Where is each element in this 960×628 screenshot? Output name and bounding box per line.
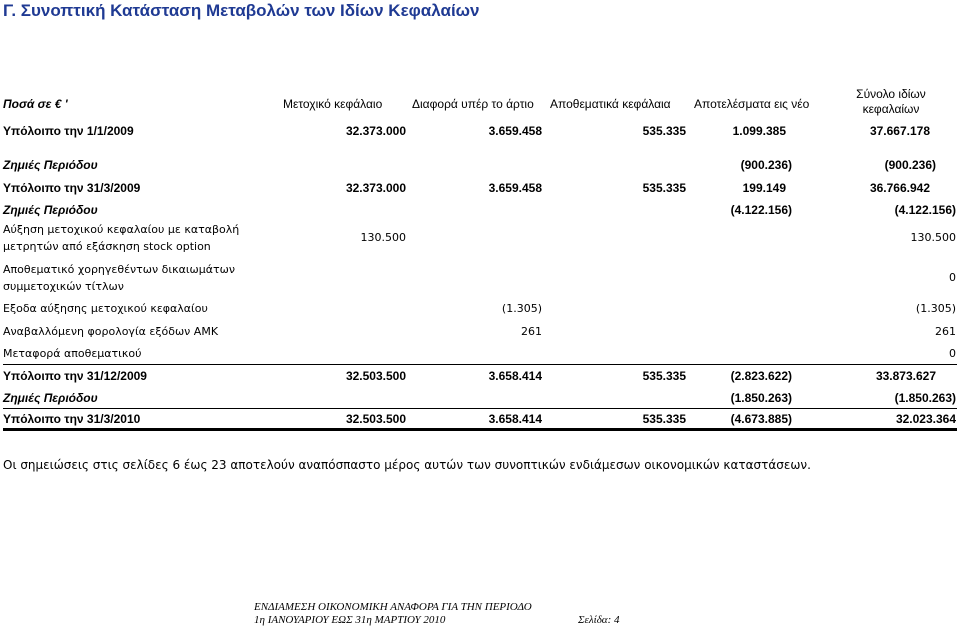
footer-page-number: Σελίδα: 4 [578,614,620,626]
col-total-equity-header-line2: κεφαλαίων [862,102,920,116]
row-label: Μεταφορά αποθεματικού [3,347,142,360]
cell-retained-earnings: (4.122.156) [730,203,792,217]
col-retained-earnings-header: Αποτελέσματα εις νέο [694,97,810,111]
currency-label: Ποσά σε € ' [3,97,68,111]
col-share-capital-header: Μετοχικό κεφάλαιο [283,97,383,111]
cell-reserves: 535.335 [642,181,686,195]
notes-statement: Οι σημειώσεις στις σελίδες 6 έως 23 αποτελούν αναπόσπαστο μέρος αυτών των συνοπτικών ενδιάμεσων οικονομικών καταστάσεων. [3,458,811,472]
cell-retained-earnings: (4.673.885) [730,412,792,426]
cell-reserves: 535.335 [642,412,686,426]
row-label: Αναβαλλόμενη φορολογία εξόδων ΑΜΚ [3,325,219,338]
row-label-line1: Αύξηση μετοχικού κεφαλαίου με καταβολή [3,223,240,236]
cell-retained-earnings: 1.099.385 [732,124,786,138]
cell-share-premium: 3.658.414 [488,412,542,426]
cell-total-equity: (4.122.156) [894,203,956,217]
cell-retained-earnings: 199.149 [742,181,786,195]
cell-total-equity: 130.500 [910,231,956,244]
cell-retained-earnings: (900.236) [740,158,792,172]
row-label: Υπόλοιπο την 31/12/2009 [3,369,147,383]
cell-total-equity: 0 [949,347,956,360]
cell-share-capital: 32.503.500 [345,369,406,383]
cell-total-equity: (900.236) [884,158,936,172]
cell-total-equity: 33.873.627 [875,369,936,383]
row-label: Ζημιές Περιόδου [3,391,98,405]
cell-share-premium: 3.659.458 [488,181,542,195]
cell-total-equity: 261 [935,325,956,338]
cell-share-capital: 32.373.000 [345,181,406,195]
row-label: Υπόλοιπο την 31/3/2009 [3,181,141,195]
page-title: Γ. Συνοπτική Κατάσταση Μεταβολών των Ιδίων Κεφαλαίων [3,1,480,20]
row-label-line2: μετρητών από εξάσκηση stock option [3,240,211,253]
col-share-premium-header: Διαφορά υπέρ το άρτιο [412,97,534,111]
divider-line [3,364,957,365]
cell-share-premium: 3.659.458 [488,124,542,138]
footer-report-title: ΕΝΔΙΑΜΕΣΗ ΟΙΚΟΝΟΜΙΚΗ ΑΝΑΦΟΡΑ ΓΙΑ ΤΗΝ ΠΕΡΙΟΔΟ [254,601,532,613]
row-label: Εξοδα αύξησης μετοχικού κεφαλαίου [3,302,208,315]
cell-share-capital: 32.503.500 [345,412,406,426]
divider-line [3,408,957,409]
cell-share-premium: 3.658.414 [488,369,542,383]
cell-share-premium: 261 [521,325,542,338]
col-reserves-header: Αποθεματικά κεφάλαια [550,97,671,111]
cell-total-equity: (1.850.263) [894,391,956,405]
row-label: Υπόλοιπο την 1/1/2009 [3,124,134,138]
col-total-equity-header-line1: Σύνολο ιδίων [856,87,926,101]
cell-total-equity: 32.023.364 [895,412,956,426]
cell-retained-earnings: (1.850.263) [730,391,792,405]
cell-share-capital: 130.500 [360,231,406,244]
cell-total-equity: (1.305) [915,302,956,315]
cell-total-equity: 0 [949,271,956,284]
cell-retained-earnings: (2.823.622) [730,369,792,383]
cell-share-capital: 32.373.000 [345,124,406,138]
double-underline [3,428,957,431]
cell-share-premium: (1.305) [501,302,542,315]
cell-total-equity: 37.667.178 [869,124,930,138]
row-label: Υπόλοιπο την 31/3/2010 [3,412,141,426]
footer-period: 1η ΙΑΝΟΥΑΡΙΟΥ ΕΩΣ 31η ΜΑΡΤΙΟΥ 2010 [254,614,446,626]
row-label-line1: Αποθεματικό χορηγεθέντων δικαιωμάτων [3,263,235,276]
row-label-line2: συμμετοχικών τίτλων [3,280,124,293]
cell-reserves: 535.335 [642,369,686,383]
cell-total-equity: 36.766.942 [869,181,930,195]
row-label: Ζημιές Περιόδου [3,203,98,217]
row-label: Ζημιές Περιόδου [3,158,98,172]
cell-reserves: 535.335 [642,124,686,138]
